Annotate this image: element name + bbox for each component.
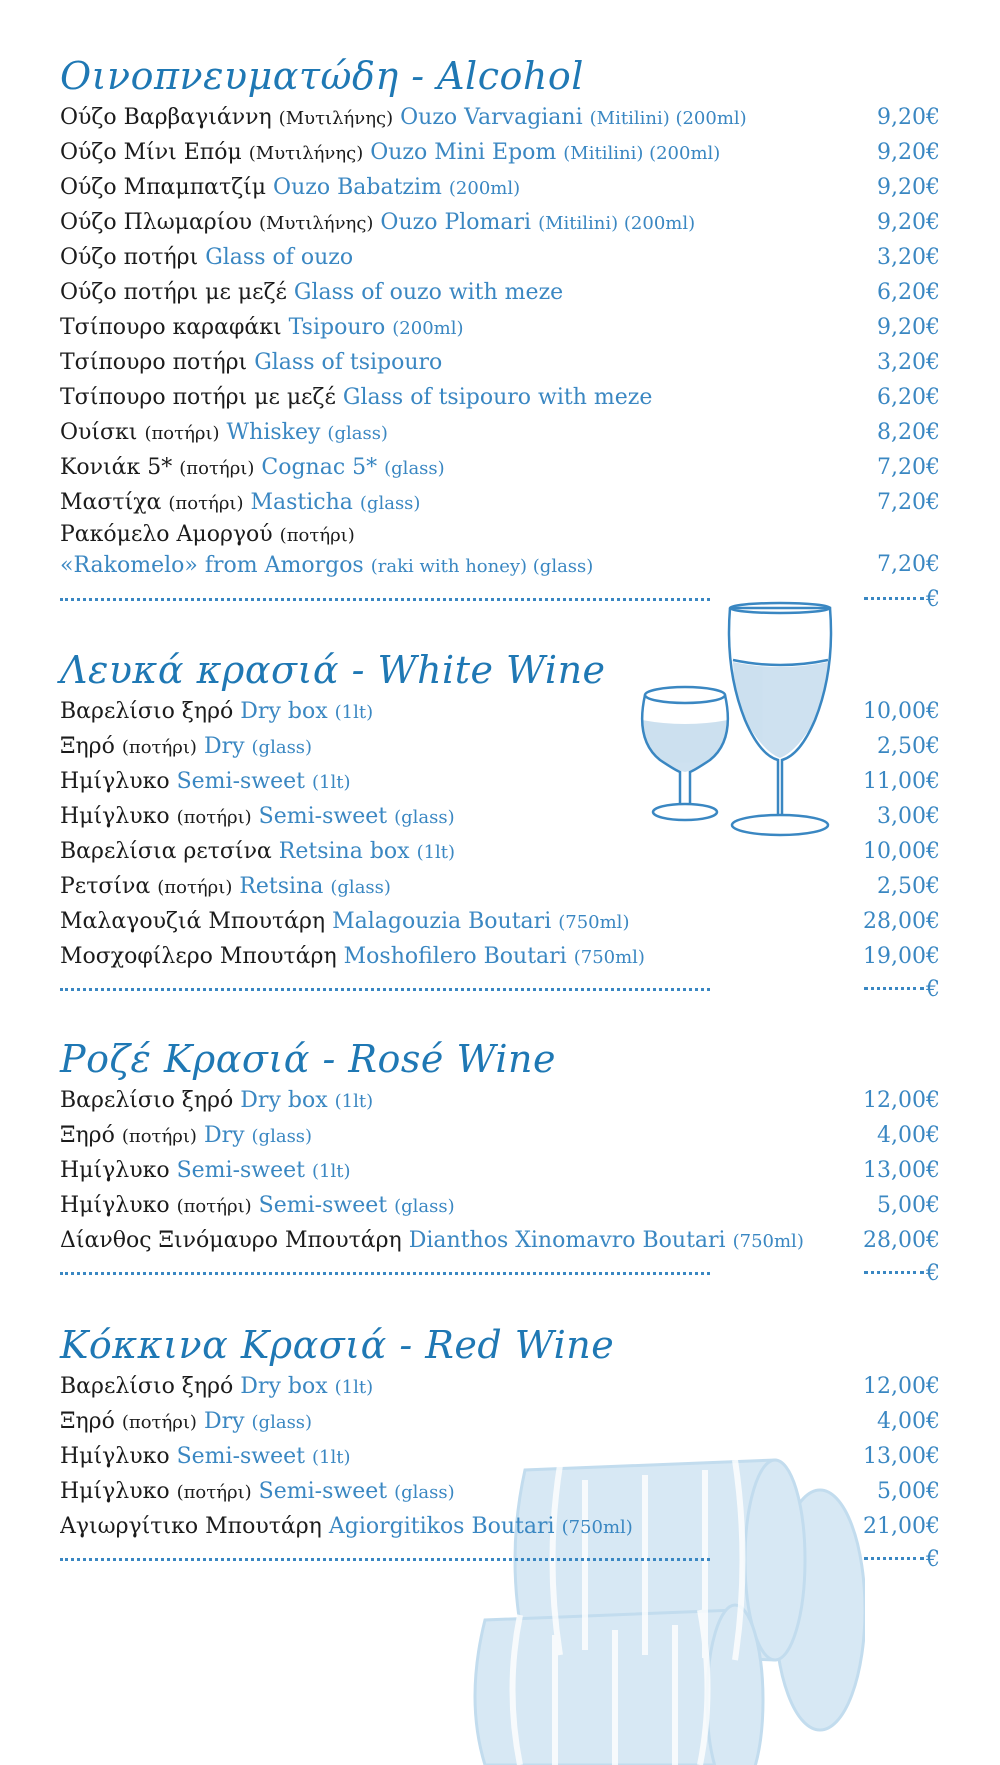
item-english-name: Semi-sweet — [258, 804, 388, 829]
item-english-note: (glass) — [330, 877, 391, 898]
item-price: 28,00€ — [863, 1228, 940, 1253]
menu-item — [60, 205, 940, 240]
item-english-name: Dry box — [240, 1088, 328, 1113]
item-english-note: (1lt) — [312, 1447, 351, 1468]
item-greek-name: Ούζο ποτήρι — [60, 245, 199, 270]
item-english-name: Ouzo Mini Epom — [370, 140, 557, 165]
menu-item — [60, 485, 940, 520]
item-price: 9,20€ — [877, 210, 940, 235]
item-price: 9,20€ — [877, 315, 940, 340]
menu-item — [60, 380, 940, 415]
item-english-name: Semi-sweet — [258, 1479, 388, 1504]
item-english-name: Tsipouro — [288, 315, 386, 340]
item-price: 12,00€ — [863, 1374, 940, 1399]
item-greek-name: Ημίγλυκο — [60, 1193, 170, 1218]
item-english-note: (750ml) — [573, 947, 645, 968]
item-english-name: Whiskey — [226, 420, 321, 445]
item-greek-name: Ημίγλυκο — [60, 769, 170, 794]
item-price: 7,20€ — [877, 455, 940, 480]
item-english-name: Dry — [203, 734, 245, 759]
item-greek-name: Ξηρό — [60, 734, 115, 759]
section-rose-wine — [60, 1037, 940, 1290]
menu-item — [60, 834, 940, 869]
item-english-note: (glass) — [327, 423, 388, 444]
menu-item — [60, 1509, 940, 1544]
item-english-name: Dianthos Xinomavro Boutari — [408, 1228, 726, 1253]
item-greek-name: Βαρελίσιο ξηρό — [60, 1374, 234, 1399]
item-greek-name: Βαρελίσια ρετσίνα — [60, 839, 272, 864]
item-price: 5,00€ — [877, 1479, 940, 1504]
item-english-note: (raki with honey) (glass) — [370, 556, 594, 577]
item-greek-name: Κονιάκ 5* — [60, 455, 173, 480]
item-price: 19,00€ — [863, 944, 940, 969]
menu-item — [60, 729, 940, 764]
item-greek-note: (ποτήρι) — [279, 525, 355, 546]
blank-item-line — [60, 974, 940, 1006]
item-english-note: (1lt) — [416, 842, 456, 863]
item-greek-note: (Μυτιλήνης) — [258, 213, 374, 234]
item-english-name: Semi-sweet — [176, 1158, 306, 1183]
item-english-name: Dry box — [240, 1374, 328, 1399]
item-english-name: Ouzo Plomari — [380, 210, 532, 235]
item-greek-note: (ποτήρι) — [179, 458, 255, 479]
item-greek-name: Μοσχοφίλερο Μπουτάρη — [60, 944, 337, 969]
item-english-note: (glass) — [359, 493, 421, 514]
item-english-name: Cognac 5* — [261, 455, 378, 480]
item-english-note: (1lt) — [312, 772, 351, 793]
item-english-note: (750ml) — [561, 1517, 633, 1538]
item-english-note: (750ml) — [732, 1231, 804, 1252]
dotted-leader — [60, 1558, 710, 1561]
item-greek-name: Ούζο Μπαμπατζίμ — [60, 175, 267, 200]
item-english-note: (1lt) — [334, 1377, 374, 1398]
item-english-note: (Mitilini) (200ml) — [538, 213, 696, 234]
item-greek-name: Ημίγλυκο — [60, 1479, 170, 1504]
item-price: 4,00€ — [877, 1123, 940, 1148]
item-english-note: (glass) — [384, 458, 445, 479]
item-price: 12,00€ — [863, 1088, 940, 1113]
menu-item — [60, 1439, 940, 1474]
item-price: 3,20€ — [877, 350, 940, 375]
section-alcohol — [60, 54, 940, 616]
menu-item — [60, 799, 940, 834]
item-english-note: (1lt) — [334, 702, 374, 723]
item-english-note: (glass) — [251, 737, 313, 758]
item-price: 9,20€ — [877, 175, 940, 200]
menu-item — [60, 415, 940, 450]
item-english-note: (glass) — [394, 1196, 455, 1217]
menu-item — [60, 764, 940, 799]
item-greek-name: Δίανθος Ξινόμαυρο Μπουτάρη — [60, 1228, 402, 1253]
item-price: 2,50€ — [877, 734, 940, 759]
menu-item — [60, 904, 940, 939]
item-greek-name: Ξηρό — [60, 1123, 115, 1148]
item-price: 6,20€ — [877, 280, 940, 305]
item-english-note: (Mitilini) (200ml) — [563, 143, 721, 164]
menu-item — [60, 275, 940, 310]
menu-item — [60, 450, 940, 485]
item-english-name: Moshofilero Boutari — [343, 944, 567, 969]
item-greek-name: Ρετσίνα — [60, 874, 151, 899]
menu-item — [60, 240, 940, 275]
item-greek-name: Αγιωργίτικο Μπουτάρη — [60, 1514, 322, 1539]
item-english-name: Retsina box — [278, 839, 410, 864]
item-english-note: (200ml) — [392, 318, 464, 339]
item-english-name: Semi-sweet — [176, 769, 306, 794]
item-price: 7,20€ — [877, 552, 940, 577]
item-english-name: Dry — [203, 1409, 245, 1434]
blank-price: € — [926, 1261, 940, 1286]
item-price: 8,20€ — [877, 420, 940, 445]
menu-item — [60, 1083, 940, 1118]
item-english-name: Glass of tsipouro with meze — [342, 385, 653, 410]
item-english-name: Dry — [203, 1123, 245, 1148]
menu-item — [60, 170, 940, 205]
item-english-name: Malagouzia Boutari — [332, 909, 552, 934]
item-greek-note: (ποτήρι) — [176, 807, 252, 828]
item-greek-note: (ποτήρι) — [121, 1126, 197, 1147]
blank-item-line — [60, 1544, 940, 1576]
item-greek-name: Τσίπουρο καραφάκι — [60, 315, 282, 340]
item-greek-name: Ρακόμελο Αμοργού — [60, 522, 273, 547]
item-english-name: Glass of tsipouro — [254, 350, 443, 375]
blank-item-line — [60, 584, 940, 616]
item-greek-name: Ούζο ποτήρι με μεζέ — [60, 280, 287, 305]
item-greek-name: Ούζο Βαρβαγιάννη — [60, 105, 272, 130]
item-greek-name: Μαστίχα — [60, 490, 162, 515]
blank-price: € — [926, 1547, 940, 1572]
section-title: Λευκά κρασιά - White Wine — [60, 648, 606, 692]
item-english-note: (glass) — [251, 1412, 313, 1433]
item-greek-name: Βαρελίσιο ξηρό — [60, 699, 234, 724]
item-english-note: (glass) — [394, 1482, 455, 1503]
item-english-name: Semi-sweet — [258, 1193, 388, 1218]
item-price: 3,00€ — [877, 804, 940, 829]
menu-item — [60, 1404, 940, 1439]
menu-item — [60, 310, 940, 345]
item-price: 21,00€ — [863, 1514, 940, 1539]
item-greek-note: (Μυτιλήνης) — [248, 143, 364, 164]
menu-item — [60, 1369, 940, 1404]
item-greek-name: Τσίπουρο ποτήρι — [60, 350, 248, 375]
menu-item — [60, 939, 940, 974]
item-greek-note: (ποτήρι) — [176, 1482, 252, 1503]
item-english-name: Glass of ouzo with meze — [293, 280, 564, 305]
dotted-leader — [60, 1272, 710, 1275]
item-price: 3,20€ — [877, 245, 940, 270]
item-greek-name: Ουίσκι — [60, 420, 138, 445]
menu-item — [60, 694, 940, 729]
item-english-name: Semi-sweet — [176, 1444, 306, 1469]
item-price: 11,00€ — [863, 769, 940, 794]
dotted-leader — [60, 988, 710, 991]
item-english-name: Ouzo Varvagiani — [400, 105, 583, 130]
item-english-note: (Mitilini) (200ml) — [589, 108, 747, 129]
menu-item — [60, 1223, 940, 1258]
menu-item — [60, 345, 940, 380]
item-price: 5,00€ — [877, 1193, 940, 1218]
item-english-name: Agiorgitikos Boutari — [328, 1514, 555, 1539]
item-greek-name: Ούζο Μίνι Επόμ — [60, 140, 242, 165]
item-price: 10,00€ — [863, 839, 940, 864]
menu-item — [60, 100, 940, 135]
menu-item — [60, 1153, 940, 1188]
item-greek-name: Ξηρό — [60, 1409, 115, 1434]
item-greek-name: Ημίγλυκο — [60, 1158, 170, 1183]
item-english-note: (glass) — [251, 1126, 313, 1147]
section-title: Οινοπνευματώδη - Alcohol — [60, 54, 584, 98]
item-price: 28,00€ — [863, 909, 940, 934]
item-price: 7,20€ — [877, 490, 940, 515]
item-price: 13,00€ — [863, 1444, 940, 1469]
item-greek-name: Ούζο Πλωμαρίου — [60, 210, 252, 235]
menu-item — [60, 1188, 940, 1223]
menu-item — [60, 869, 940, 904]
item-price: 13,00€ — [863, 1158, 940, 1183]
item-price: 2,50€ — [877, 874, 940, 899]
blank-price: € — [926, 587, 940, 612]
item-greek-name: Τσίπουρο ποτήρι με μεζέ — [60, 385, 336, 410]
item-greek-note: (ποτήρι) — [144, 423, 220, 444]
section-title: Ροζέ Κρασιά - Rosé Wine — [60, 1037, 556, 1081]
menu-item — [60, 1474, 940, 1509]
item-price: 10,00€ — [863, 699, 940, 724]
item-english-note: (1lt) — [312, 1161, 351, 1182]
item-english-note: (glass) — [394, 807, 455, 828]
item-price: 9,20€ — [877, 140, 940, 165]
item-greek-name: Μαλαγουζιά Μπουτάρη — [60, 909, 326, 934]
item-greek-note: (ποτήρι) — [168, 493, 244, 514]
item-greek-name: Ημίγλυκο — [60, 804, 170, 829]
dotted-leader — [60, 598, 710, 601]
item-english-name: Retsina — [239, 874, 324, 899]
item-english-name: Masticha — [250, 490, 353, 515]
menu-item — [60, 135, 940, 170]
item-greek-name: Βαρελίσιο ξηρό — [60, 1088, 234, 1113]
section-red-wine — [60, 1323, 940, 1576]
item-english-note: (200ml) — [448, 178, 521, 199]
item-english-name: Dry box — [240, 699, 328, 724]
section-title: Κόκκινα Κρασιά - Red Wine — [60, 1323, 615, 1367]
section-white-wine — [60, 648, 940, 1006]
item-price: 9,20€ — [877, 105, 940, 130]
item-greek-note: (ποτήρι) — [121, 1412, 197, 1433]
item-english-note: (1lt) — [334, 1091, 374, 1112]
item-english-name: Ouzo Babatzim — [273, 175, 442, 200]
item-english-name: Glass of ouzo — [205, 245, 354, 270]
item-greek-note: (Μυτιλήνης) — [278, 108, 394, 129]
item-english-name: «Rakomelo» from Amorgos — [60, 553, 364, 578]
item-english-note: (750ml) — [558, 912, 630, 933]
blank-price: € — [926, 977, 940, 1002]
blank-item-line — [60, 1258, 940, 1290]
item-greek-note: (ποτήρι) — [157, 877, 233, 898]
item-greek-name: Ημίγλυκο — [60, 1444, 170, 1469]
menu-item-rakomelo — [60, 520, 940, 584]
item-greek-note: (ποτήρι) — [176, 1196, 252, 1217]
item-greek-note: (ποτήρι) — [121, 737, 197, 758]
menu-item — [60, 1118, 940, 1153]
item-price: 6,20€ — [877, 385, 940, 410]
item-price: 4,00€ — [877, 1409, 940, 1434]
